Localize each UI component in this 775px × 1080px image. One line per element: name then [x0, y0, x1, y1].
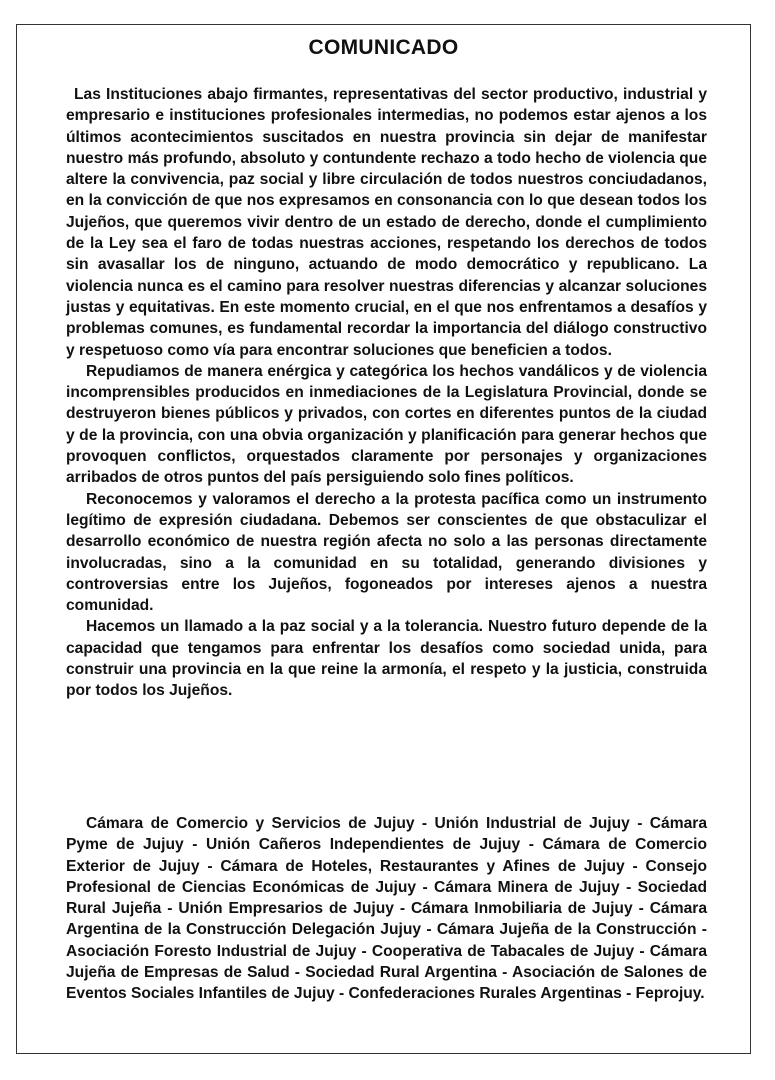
paragraph-llamado: Hacemos un llamado a la paz social y a la tolerancia. Nuestro futuro depende de la capacidad que tengamos para enfrentar los desafíos como sociedad unida, para construir una provincia en la que reine la armonía, el respeto y la justicia, construida por todos los Jujeños. — [66, 618, 707, 700]
signatories-list: Cámara de Comercio y Servicios de Jujuy - Unión Industrial de Jujuy - Cámara Pyme de Jujuy - Unión Cañeros Independientes de Jujuy - Cámara de Comercio Exterior de Jujuy - Cámara de Hoteles, Restaurantes y Afines de Jujuy - Consejo Profesional de Ciencias Económicas de Jujuy - Cámara Minera de Jujuy - Sociedad Rural Jujeña - Unión Empresarios de Jujuy - Cámara Inmobiliaria de Jujuy - Cámara Argentina de la Construcción Delegación Jujuy - Cámara Jujeña de la Construcción - Asociación Foresto Industrial de Jujuy - Cooperativa de Tabacales de Jujuy - Cámara Jujeña de Empresas de Salud - Sociedad Rural Argentina - Asociación de Salones de Eventos Sociales Infantiles de Jujuy - Confederaciones Rurales Argentinas - Feprojuy. — [66, 815, 707, 1003]
paragraph-intro: Las Instituciones abajo firmantes, representativas del sector productivo, industrial y empresario e instituciones profesionales intermedias, no podemos estar ajenos a los últimos acontecimientos suscitados en nuestra provincia sin dejar de manifestar nuestro más profundo, absoluto y contundente rechazo a todo hecho de violencia que altere la convivencia, paz social y libre circulación de todos nuestros conciudadanos, en la convicción de que nos expresamos en consonancia con lo que desean todos los Jujeños, que queremos vivir dentro de un estado de derecho, donde el cumplimiento de la Ley sea el faro de todas nuestras acciones, respetando los derechos de todos sin avasallar los de ninguno, actuando de modo democrático y republicano. La violencia nunca es el camino para resolver nuestras diferencias y alcanzar soluciones justas y equitativas. En este momento crucial, en el que nos enfrentamos a desafíos y problemas comunes, es fundamental recordar la importancia del diálogo constructivo y respetuoso como vía para encontrar soluciones que beneficien a todos. — [66, 86, 707, 359]
paragraph-protesta: Reconocemos y valoramos el derecho a la protesta pacífica como un instrumento legítimo de expresión ciudadana. Debemos ser conscientes de que obstaculizar el desarrollo económico de nuestra región afecta no solo a las personas directamente involucradas, sino a la comunidad en su totalidad, generando divisiones y controversias entre los Jujeños, fogoneados por intereses ajenos a nuestra comunidad. — [66, 490, 707, 615]
document-title: COMUNICADO — [308, 36, 459, 59]
paragraph-repudio: Repudiamos de manera enérgica y categórica los hechos vandálicos y de violencia incomprensibles producidos en inmediaciones de la Legislatura Provincial, donde se destruyeron bienes públicos y privados, con cortes en diferentes puntos de la ciudad y de la provincia, con una obvia organización y planificación para generar hechos que provoquen conflictos, orquestados claramente por personajes y organizaciones arribados de otros puntos del país persiguiendo solo fines políticos. — [66, 362, 707, 487]
document-body — [66, 84, 707, 702]
